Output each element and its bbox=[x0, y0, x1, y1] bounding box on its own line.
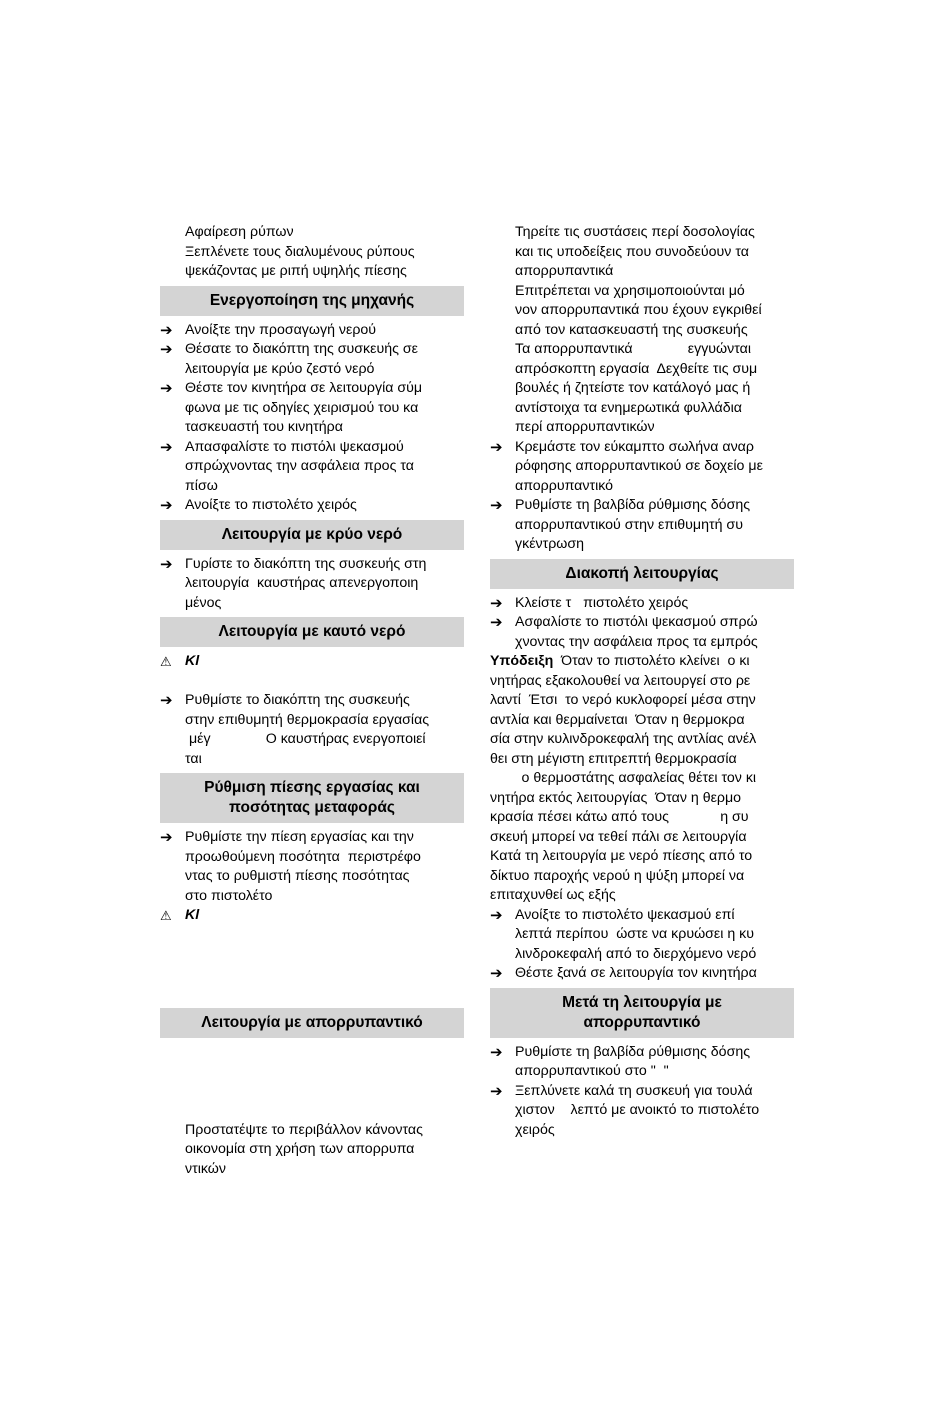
bullet-text-line: φωνα με τις οδηγίες χειρισμού του κα bbox=[185, 399, 419, 416]
bullet-item bbox=[490, 594, 794, 614]
bullet-item bbox=[160, 340, 464, 379]
bullet-text: Ρυθμίστε τη βαλβίδα ρύθμισης δόσης bbox=[515, 1043, 751, 1060]
bullet-text-line: ντας το ρυθμιστή πίεσης ποσότητας bbox=[185, 868, 410, 884]
section-heading-line: Ρύθμιση πίεσης εργασίας και bbox=[204, 779, 420, 796]
bullet-text-line bbox=[160, 321, 464, 341]
bullet-text: Ανοίξτε το πιστολέτο ψεκασμού επί bbox=[515, 906, 735, 923]
bullet-text-line: στην επιθυμητή θερμοκρασία εργασίας bbox=[185, 711, 430, 728]
left-column bbox=[160, 223, 464, 1179]
section-heading: Λειτουργία με κρύο νερό bbox=[160, 520, 464, 550]
bullet-text-line bbox=[490, 906, 794, 926]
bullet-item bbox=[490, 438, 794, 497]
spacer bbox=[160, 965, 464, 985]
bullet-text-line: χιστον λεπτό με ανοικτό το πιστολέτο bbox=[515, 1102, 760, 1118]
bullet-text: Ανοίξτε το πιστολέτο χειρός bbox=[185, 497, 357, 513]
warning-triangle-icon: ⚠ bbox=[160, 908, 172, 923]
arrow-right-icon: ➔ bbox=[490, 1043, 503, 1061]
bullet-text-line bbox=[490, 613, 794, 633]
text-line: Τηρείτε τις συστάσεις περί δοσολογίας bbox=[515, 224, 755, 240]
section-heading: Διακοπή λειτουργίας bbox=[490, 559, 794, 589]
bullet-text: Ξεπλύνετε καλά τη συσκευή για τουλά bbox=[515, 1082, 753, 1099]
text-line: Αφαίρεση ρύπων bbox=[185, 224, 294, 240]
bullet-text-line: πίσω bbox=[185, 477, 218, 494]
arrow-right-icon: ➔ bbox=[160, 380, 173, 397]
arrow-right-icon: ➔ bbox=[160, 555, 173, 573]
bullet-text-line: ται bbox=[185, 750, 202, 767]
bullet-item bbox=[160, 828, 464, 906]
text-line: θει στη μέγιστη επιτρεπτή θερμοκρασία bbox=[490, 750, 737, 767]
bullet-text: Κρεμάστε τον εύκαμπτο σωλήνα αναρ bbox=[515, 438, 754, 455]
arrow-right-icon: ➔ bbox=[490, 1082, 503, 1100]
arrow-right-icon: ➔ bbox=[490, 438, 503, 456]
bullet-item bbox=[490, 964, 794, 984]
arrow-right-icon: ➔ bbox=[160, 321, 173, 339]
text-line: Προστατέψτε το περιβάλλον κάνοντας bbox=[185, 1121, 423, 1138]
text-line: νητήρας εξακολουθεί να λειτουργεί στο ρε bbox=[490, 672, 751, 689]
spacer bbox=[160, 1062, 464, 1082]
bullet-text-line: απορρυπαντικό bbox=[515, 477, 614, 494]
spacer bbox=[160, 672, 464, 692]
spacer bbox=[160, 926, 464, 946]
bullet-text-line bbox=[490, 1043, 794, 1063]
text-line: Επιτρέπεται να χρησιμοποιούνται μό bbox=[515, 282, 745, 299]
bullet-item bbox=[160, 379, 464, 438]
bullet-text: Ρυθμίστε την πίεση εργασίας και την bbox=[185, 829, 414, 845]
bullet-text-line bbox=[160, 340, 464, 360]
bullet-text-line: σπρώχνοντας την ασφάλεια προς τα bbox=[185, 458, 414, 474]
bullet-text-line: χνοντας την ασφάλεια προς τα εμπρός bbox=[515, 633, 758, 650]
arrow-right-icon: ➔ bbox=[160, 692, 173, 709]
spacer bbox=[160, 945, 464, 965]
text-line: σία στην κυλινδροκεφαλή της αντλίας ανέλ bbox=[490, 731, 757, 747]
section-heading bbox=[160, 773, 464, 823]
bullet-text-line bbox=[160, 438, 464, 458]
text-line: απορρυπαντικά bbox=[515, 263, 614, 279]
text-line: δίκτυο παροχής νερού η ψύξη μπορεί να bbox=[490, 867, 745, 884]
bullet-text-line: λειτουργία με κρύο ζεστό νερό bbox=[185, 360, 375, 377]
spacer bbox=[160, 1043, 464, 1063]
warning-label: Κl bbox=[185, 907, 200, 923]
text-line: Κατά τη λειτουργία με νερό πίεσης από το bbox=[490, 848, 753, 864]
text-line: βουλές ή ζητείστε τον κατάλογό μας ή bbox=[515, 380, 751, 396]
bullet-text-line bbox=[160, 691, 464, 711]
section-heading-line: Μετά τη λειτουργία με bbox=[562, 993, 722, 1011]
section-heading-line: ποσότητας μεταφοράς bbox=[229, 799, 395, 816]
text-line: Τα απορρυπαντικά εγγυώνται bbox=[515, 341, 751, 357]
warning-label: Κl bbox=[185, 653, 200, 669]
bullet-text-line: μένος bbox=[185, 594, 222, 611]
bullet-text-line: λειτουργία καυστήρας απενεργοποιη bbox=[185, 575, 419, 591]
bullet-item bbox=[490, 496, 794, 555]
bullet-text-line bbox=[490, 594, 794, 614]
bullet-item bbox=[160, 691, 464, 769]
section-heading-line: απορρυπαντικό bbox=[583, 1013, 701, 1031]
bullet-text: Κλείστε τ πιστολέτο χειρός bbox=[515, 594, 689, 611]
bullet-text-line: απορρυπαντικού στο " " bbox=[515, 1063, 669, 1079]
text-line: Ξεπλένετε τους διαλυμένους ρύπους bbox=[185, 243, 415, 260]
text-line: νητήρα εκτός λειτουργίας Όταν η θερμο bbox=[490, 789, 742, 806]
arrow-right-icon: ➔ bbox=[490, 497, 503, 514]
bullet-item bbox=[490, 1082, 794, 1141]
bullet-item bbox=[490, 906, 794, 965]
warning-line bbox=[160, 906, 464, 926]
arrow-right-icon: ➔ bbox=[490, 965, 503, 982]
bullet-text-line bbox=[490, 964, 794, 984]
bullet-item bbox=[160, 321, 464, 341]
text-line: επιταχυνθεί ως εξής bbox=[490, 887, 616, 903]
bullet-text: Ρυθμίστε τη βαλβίδα ρύθμισης δόσης bbox=[515, 497, 751, 513]
bullet-item bbox=[160, 555, 464, 614]
bullet-text: Θέστε τον κινητήρα σε λειτουργία σύμ bbox=[185, 380, 423, 396]
bullet-text-line: μέγ Ο καυστήρας ενεργοποιεί bbox=[185, 731, 426, 747]
text-line: κρασία πέσει κάτω από τους η συ bbox=[490, 809, 749, 825]
text-line: ντικών bbox=[185, 1160, 226, 1177]
arrow-right-icon: ➔ bbox=[160, 497, 173, 514]
bullet-item bbox=[490, 613, 794, 652]
right-column bbox=[490, 223, 794, 1140]
text-line: λαντί Έτσι το νερό κυκλοφορεί μέσα στην bbox=[490, 692, 756, 708]
section-heading: Λειτουργία με απορρυπαντικό bbox=[160, 1008, 464, 1038]
bullet-item bbox=[160, 496, 464, 516]
note-first-line bbox=[490, 652, 794, 672]
arrow-right-icon: ➔ bbox=[490, 906, 503, 924]
bullet-text-line: τασκευαστή του κινητήρα bbox=[185, 419, 343, 435]
text-line: νον απορρυπαντικά που έχουν εγκριθεί bbox=[515, 302, 762, 318]
bullet-text-line bbox=[160, 555, 464, 575]
spacer bbox=[160, 984, 464, 1004]
bullet-item bbox=[160, 438, 464, 497]
arrow-right-icon: ➔ bbox=[490, 614, 503, 631]
bullet-text: Θέσατε το διακόπτη της συσκευής σε bbox=[185, 341, 418, 357]
bullet-text-line: λινδροκεφαλή από το διερχόμενο νερό bbox=[515, 945, 757, 962]
bullet-item bbox=[490, 1043, 794, 1082]
section-heading: Ενεργοποίηση της μηχανής bbox=[160, 286, 464, 316]
bullet-text-line: ρόφησης απορρυπαντικού σε δοχείο με bbox=[515, 458, 763, 474]
bullet-text: Ανοίξτε την προσαγωγή νερού bbox=[185, 321, 377, 338]
arrow-right-icon: ➔ bbox=[160, 341, 173, 358]
bullet-text-line: λεπτά περίπου ώστε να κρυώσει η κυ bbox=[515, 926, 755, 942]
bullet-text-line bbox=[490, 496, 794, 516]
bullet-text-line bbox=[490, 1082, 794, 1102]
text-line: αντίστοιχα τα ενημερωτικά φυλλάδια bbox=[515, 399, 742, 416]
text-line: ο θερμοστάτης ασφαλείας θέτει τον κι bbox=[490, 770, 757, 786]
section-heading bbox=[490, 988, 794, 1038]
text-line: απρόσκοπτη εργασία Δεχθείτε τις συμ bbox=[515, 360, 758, 377]
text-line: οικονομία στη χρήση των απορρυπα bbox=[185, 1141, 415, 1157]
bullet-text-line: γκέντρωση bbox=[515, 536, 585, 552]
arrow-right-icon: ➔ bbox=[160, 829, 173, 846]
bullet-text: Γυρίστε το διακόπτη της συσκευής στη bbox=[185, 555, 427, 572]
note-text: Όταν το πιστολέτο κλείνει ο κι bbox=[553, 653, 750, 669]
text-line: περί απορρυπαντικών bbox=[515, 419, 655, 435]
note-label: Υπόδειξη bbox=[490, 653, 554, 669]
section-heading: Λειτουργία με καυτό νερό bbox=[160, 617, 464, 647]
bullet-text: Ρυθμίστε το διακόπτη της συσκευής bbox=[185, 692, 410, 708]
bullet-text-line: προωθούμενη ποσότητα περιστρέφο bbox=[185, 848, 421, 865]
bullet-text-line: απορρυπαντικού στην επιθυμητή συ bbox=[515, 516, 743, 533]
bullet-text: Θέστε ξανά σε λειτουργία τον κινητήρα bbox=[515, 965, 757, 981]
bullet-text-line: στο πιστολέτο bbox=[185, 887, 273, 904]
bullet-text: Ασφαλίστε το πιστόλι ψεκασμού σπρώ bbox=[515, 614, 758, 630]
arrow-right-icon: ➔ bbox=[490, 594, 503, 612]
warning-triangle-icon: ⚠ bbox=[160, 654, 172, 669]
arrow-right-icon: ➔ bbox=[160, 438, 173, 456]
text-line: ψεκάζοντας με ριπή υψηλής πίεσης bbox=[185, 263, 407, 279]
bullet-text-line: χειρός bbox=[515, 1121, 555, 1138]
bullet-text-line bbox=[160, 496, 464, 516]
bullet-text-line bbox=[490, 438, 794, 458]
warning-line bbox=[160, 652, 464, 672]
bullet-text: Απασφαλίστε το πιστόλι ψεκασμού bbox=[185, 438, 404, 455]
text-line: και τις υποδείξεις που συνοδεύουν τα bbox=[515, 243, 749, 260]
spacer bbox=[160, 1101, 464, 1121]
spacer bbox=[160, 1082, 464, 1102]
bullet-text-line bbox=[160, 379, 464, 399]
text-line: από τον κατασκευαστή της συσκευής bbox=[515, 321, 748, 338]
bullet-text-line bbox=[160, 828, 464, 848]
text-line: σκευή μπορεί να τεθεί πάλι σε λειτουργία bbox=[490, 828, 747, 845]
text-line: αντλία και θερμαίνεται Όταν η θερμοκρα bbox=[490, 711, 745, 728]
